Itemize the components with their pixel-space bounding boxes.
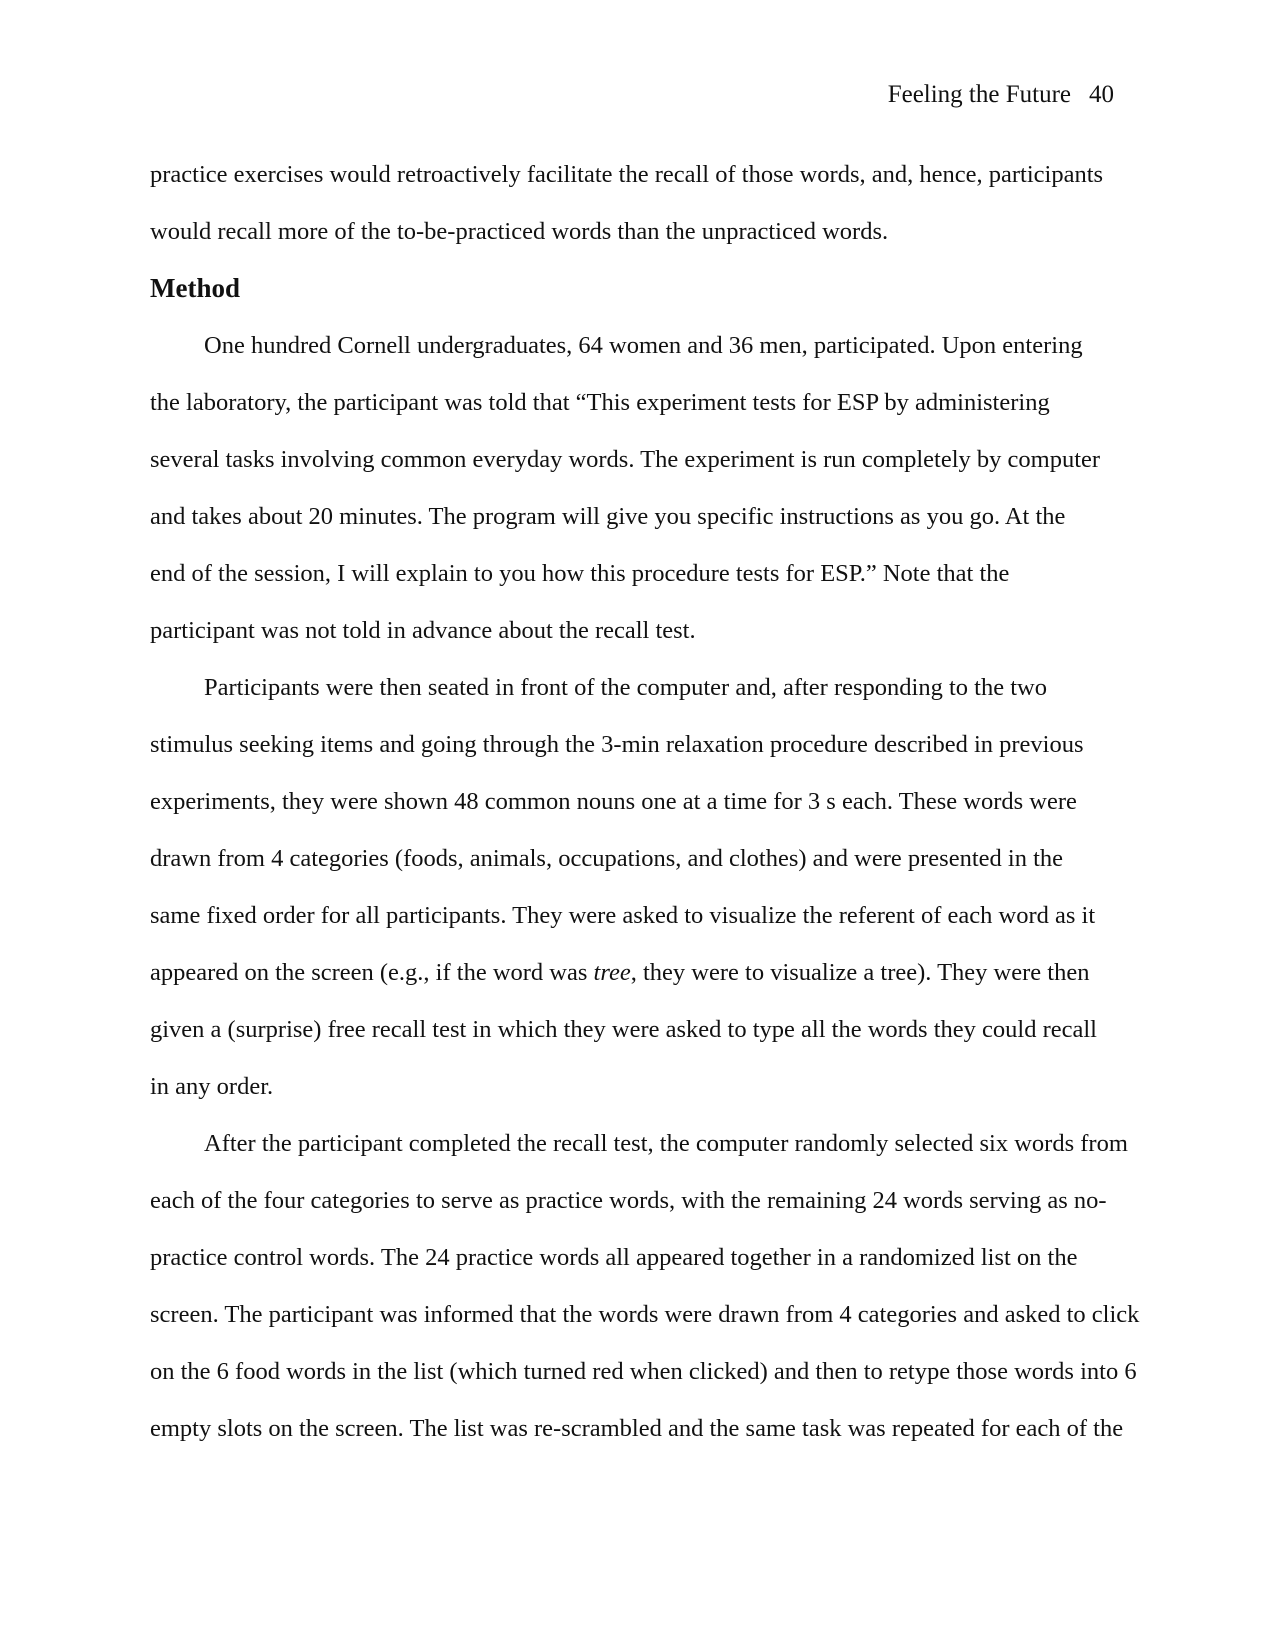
paragraph-continued xyxy=(150,146,1155,260)
text-line: several tasks involving common everyday words. The experiment is run completely by computer xyxy=(150,446,1101,473)
page-number: 40 xyxy=(1089,81,1114,108)
text-line: empty slots on the screen. The list was re-scrambled and the same task was repeated for each of the xyxy=(150,1415,1124,1442)
text-line: would recall more of the to-be-practiced words than the unpracticed words. xyxy=(150,218,889,245)
text-line: screen. The participant was informed that the words were drawn from 4 categories and asked to click xyxy=(150,1301,1140,1328)
text-line: stimulus seeking items and going through the 3-min relaxation procedure described in previous xyxy=(150,731,1084,758)
text-line: practice control words. The 24 practice words all appeared together in a randomized list on the xyxy=(150,1244,1078,1271)
text-line: given a (surprise) free recall test in which they were asked to type all the words they could recall xyxy=(150,1016,1097,1043)
italic-word: tree xyxy=(593,959,631,986)
text-line: and takes about 20 minutes. The program will give you specific instructions as you go. At the xyxy=(150,503,1066,530)
paragraph-participants xyxy=(150,317,1155,659)
text-segment: appeared on the screen (e.g., if the word was xyxy=(150,959,594,986)
text-line: the laboratory, the participant was told that “This experiment tests for ESP by administering xyxy=(150,389,1050,416)
text-line: practice exercises would retroactively facilitate the recall of those words, and, hence, participants xyxy=(150,161,1104,188)
text-segment: , they were to visualize a tree). They were then xyxy=(630,959,1090,986)
text-line: After the participant completed the recall test, the computer randomly selected six words from xyxy=(204,1130,1128,1157)
paragraph-practice xyxy=(150,1115,1155,1457)
text-line: in any order. xyxy=(150,1073,274,1100)
text-line: same fixed order for all participants. They were asked to visualize the referent of each word as it xyxy=(150,902,1096,929)
text-line: Participants were then seated in front of the computer and, after responding to the two xyxy=(204,674,1047,701)
text-line: participant was not told in advance about the recall test. xyxy=(150,617,696,644)
text-line: on the 6 food words in the list (which turned red when clicked) and then to retype those words into 6 xyxy=(150,1358,1137,1385)
running-head xyxy=(888,82,1114,107)
text-line: One hundred Cornell undergraduates, 64 women and 36 men, participated. Upon entering xyxy=(204,332,1083,359)
text-line: drawn from 4 categories (foods, animals, occupations, and clothes) and were presented in the xyxy=(150,845,1063,872)
running-title: Feeling the Future xyxy=(887,81,1071,108)
text-line xyxy=(150,944,1155,1001)
text-line: end of the session, I will explain to you how this procedure tests for ESP.” Note that the xyxy=(150,560,1010,587)
text-line: each of the four categories to serve as practice words, with the remaining 24 words serving as no- xyxy=(150,1187,1107,1214)
method-heading: Method xyxy=(150,273,240,303)
body-text xyxy=(150,146,1155,1457)
paragraph-procedure xyxy=(150,659,1155,1115)
text-line: experiments, they were shown 48 common nouns one at a time for 3 s each. These words were xyxy=(150,788,1077,815)
